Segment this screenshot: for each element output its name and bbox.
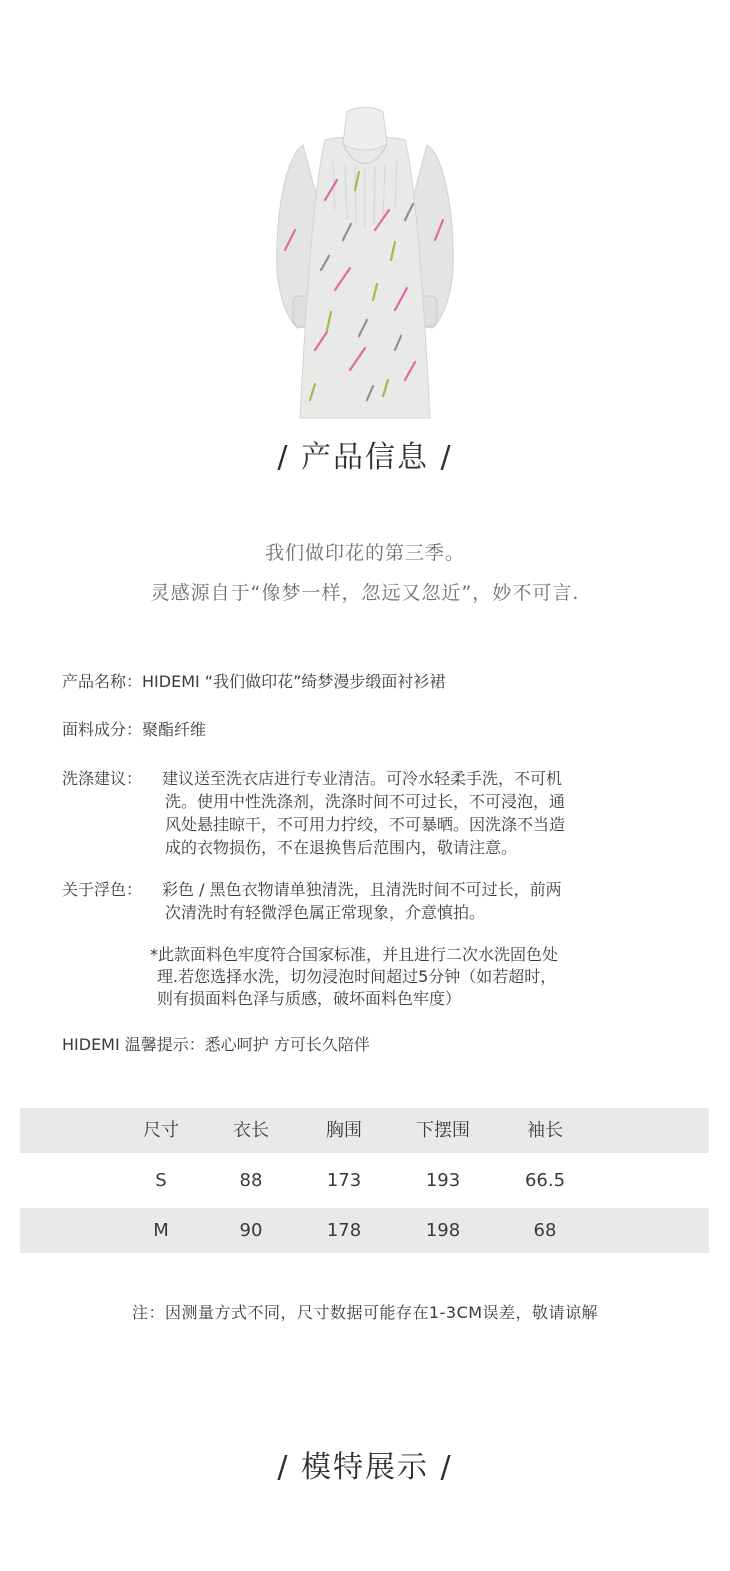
header-chest: 胸围	[326, 1120, 362, 1141]
cell-hem: 198	[425, 1220, 461, 1241]
note-line: 则有损面料色泽与质感，破坏面料色牢度）	[157, 989, 462, 1008]
product-image	[255, 100, 475, 425]
dress-image	[255, 100, 475, 425]
float-line: 次清洗时有轻微浮色属正常现象，介意慎拍。	[165, 903, 486, 922]
cell-length: 90	[239, 1220, 263, 1241]
header-sleeve: 袖长	[527, 1120, 563, 1141]
cell-chest: 178	[326, 1220, 362, 1241]
cell-sleeve: 68	[533, 1220, 557, 1241]
tagline-line-2: 灵感源自于“像梦一样，忽远又忽近”，妙不可言.	[150, 582, 580, 604]
product-name-row	[62, 670, 445, 693]
header-hem: 下摆围	[416, 1120, 470, 1141]
care-tip: HIDEMI 温馨提示：悉心呵护 方可长久陪伴	[62, 1035, 370, 1054]
cell-chest: 173	[326, 1170, 362, 1191]
size-table-header	[20, 1108, 709, 1153]
float-line: 彩色 / 黑色衣物请单独清洗，且清洗时间不可过长，前两	[162, 880, 562, 899]
cell-hem: 193	[425, 1170, 461, 1191]
note-line: *此款面料色牢度符合国家标准，并且进行二次水洗固色处	[150, 945, 559, 964]
section-title-product-info: / 产品信息 /	[277, 440, 453, 475]
float-color-label: 关于浮色：	[62, 880, 143, 899]
header-size: 尺寸	[143, 1120, 179, 1141]
cell-length: 88	[239, 1170, 263, 1191]
table-row	[20, 1158, 709, 1203]
cell-sleeve: 66.5	[524, 1170, 566, 1191]
float-color-row	[62, 878, 682, 924]
wash-line: 风处悬挂晾干，不可用力拧绞，不可暴晒。因洗涤不当造	[165, 815, 566, 834]
tagline-line-1: 我们做印花的第三季。	[264, 542, 465, 564]
wash-advice-label: 洗涤建议：	[62, 769, 143, 788]
fabric-label: 面料成分：	[62, 720, 143, 739]
float-color-text	[162, 878, 667, 924]
wash-line: 建议送至洗衣店进行专业清洁。可冷水轻柔手洗，不可机	[162, 769, 563, 788]
size-table	[20, 1108, 709, 1253]
fabric-value: 聚酯纤维	[142, 720, 207, 739]
wash-advice-text	[162, 767, 667, 859]
wash-advice-row	[62, 767, 682, 859]
size-footnote: 注：因测量方式不同，尺寸数据可能存在1-3CM误差，敬请谅解	[131, 1303, 599, 1322]
colorfastness-note	[150, 944, 670, 1010]
wash-line: 成的衣物损伤，不在退换售后范围内，敬请注意。	[165, 838, 518, 857]
product-name-label: 产品名称：	[62, 672, 143, 691]
cell-size: S	[155, 1170, 167, 1191]
note-line: 理.若您选择水洗，切勿浸泡时间超过5分钟（如若超时，	[157, 967, 557, 986]
table-row	[20, 1208, 709, 1253]
wash-line: 洗。使用中性洗涤剂，洗涤时间不可过长，不可浸泡，通	[165, 792, 566, 811]
cell-size: M	[153, 1220, 169, 1241]
section-title-model-show: / 模特展示 /	[277, 1450, 453, 1485]
product-name-value: HIDEMI “我们做印花”绮梦漫步缎面衬衫裙	[142, 672, 446, 691]
fabric-row	[62, 718, 206, 741]
header-length: 衣长	[233, 1120, 269, 1141]
